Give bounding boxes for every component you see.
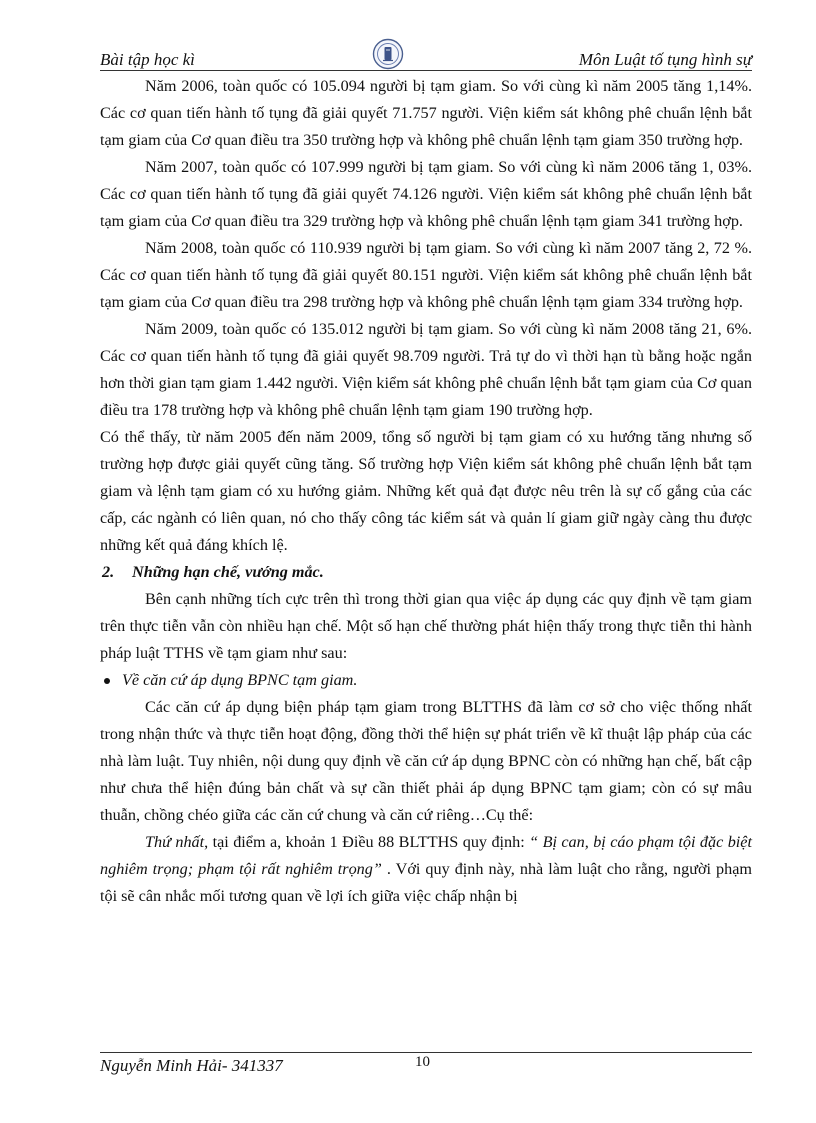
bullet-text: Về căn cứ áp dụng BPNC tạm giam. xyxy=(122,671,358,689)
first-point-text-b: . Với quy định này, nhà làm luật cho rằng, người phạm tội sẽ cân nhắc mối tương quan về lợi ích giữa việc chấp nhận bị xyxy=(100,860,753,905)
header-course-title: Bài tập học kì xyxy=(100,50,195,69)
paragraph-summary: Có thể thấy, từ năm 2005 đến năm 2009, tổng số người bị tạm giam có xu hướng tăng nhưng số trường hợp được giải quyết cũng tăng. Số trường hợp Viện kiểm sát không phê chuẩn lệnh bắt tạm giam và lệnh tạm giam có xu hướng giảm. Những kết quả đạt được nêu trên là sự cố gắng của các cấp, các ngành có liên quan, nó cho thấy công tác kiểm sát và quản lí giam giữ ngày càng thu được những kết quả đáng khích lệ. xyxy=(100,428,752,554)
page-header xyxy=(100,44,752,70)
university-seal-icon xyxy=(372,38,404,70)
paragraph-limitations: Bên cạnh những tích cực trên thì trong thời gian qua việc áp dụng các quy định về tạm giam trên thực tiễn vẫn còn nhiều hạn chế. Một số hạn chế thường phát hiện thấy trong thực tiễn thi hành pháp luật TTHS về tạm giam như sau: xyxy=(100,590,752,662)
footer-author: Nguyễn Minh Hải- 341337 xyxy=(100,1056,283,1075)
paragraph-2006: Năm 2006, toàn quốc có 105.094 người bị tạm giam. So với cùng kì năm 2005 tăng 1,14%. Các cơ quan tiến hành tố tụng đã giải quyết 71.757 người. Viện kiểm sát không phê chuẩn lệnh bắt tạm giam của Cơ quan điều tra 350 trường hợp và không phê chuẩn lệnh tạm giam 350 trường hợp. xyxy=(100,77,752,149)
section-title: Những hạn chế, vướng mắc. xyxy=(132,563,324,581)
section-heading xyxy=(100,559,752,586)
paragraph-grounds: Các căn cứ áp dụng biện pháp tạm giam trong BLTTHS đã làm cơ sở cho việc thống nhất trong nhận thức và thực tiễn hoạt động, đồng thời thể hiện sự phát triển về kĩ thuật lập pháp của các nhà làm luật. Tuy nhiên, nội dung quy định về căn cứ áp dụng BPNC còn có những hạn chế, bất cập như chưa thể hiện đúng bản chất và sự cần thiết phải áp dụng BPNC tạm giam; còn có sự mâu thuẫn, chồng chéo giữa các căn cứ chung và căn cứ riêng…Cụ thể: xyxy=(100,698,752,824)
first-point-quote: “ Bị can, bị cáo phạm tội đặc biệt nghiêm trọng; phạm tội rất nghiêm trọng” xyxy=(100,833,752,878)
section-number: 2. xyxy=(102,563,115,581)
paragraph-2007: Năm 2007, toàn quốc có 107.999 người bị tạm giam. So với cùng kì năm 2006 tăng 1, 03%. Các cơ quan tiến hành tố tụng đã giải quyết 74.126 người. Viện kiểm sát không phê chuẩn lệnh bắt tạm giam của Cơ quan điều tra 329 trường hợp và không phê chuẩn lệnh tạm giam 341 trường hợp. xyxy=(100,158,752,230)
header-subject: Môn Luật tố tụng hình sự xyxy=(578,50,752,69)
page-number: 10 xyxy=(415,1054,430,1070)
paragraph-2008: Năm 2008, toàn quốc có 110.939 người bị tạm giam. So với cùng kì năm 2007 tăng 2, 72 %. Các cơ quan tiến hành tố tụng đã giải quyết 80.151 người. Viện kiểm sát không phê chuẩn lệnh bắt tạm giam của Cơ quan điều tra 298 trường hợp và không phê chuẩn lệnh tạm giam 334 trường hợp. xyxy=(100,239,752,311)
first-point-text-a: , tại điểm a, khoản 1 Điều 88 BLTTHS quy định: xyxy=(204,833,530,851)
bullet-item xyxy=(100,667,752,694)
page-content xyxy=(100,73,752,910)
paragraph-2009: Năm 2009, toàn quốc có 135.012 người bị tạm giam. So với cùng kì năm 2008 tăng 21, 6%. Các cơ quan tiến hành tố tụng đã giải quyết 98.709 người. Trả tự do vì thời hạn tù bằng hoặc ngắn hơn thời gian tạm giam 1.442 người. Viện kiểm sát không phê chuẩn lệnh bắt tạm giam của Cơ quan điều tra 178 trường hợp và không phê chuẩn lệnh tạm giam 190 trường hợp. xyxy=(100,320,752,419)
header-divider xyxy=(100,70,752,71)
footer-divider xyxy=(100,1052,752,1053)
paragraph-first-point xyxy=(100,829,752,910)
bullet-icon xyxy=(104,678,110,684)
first-point-lead: Thứ nhất xyxy=(145,833,205,851)
